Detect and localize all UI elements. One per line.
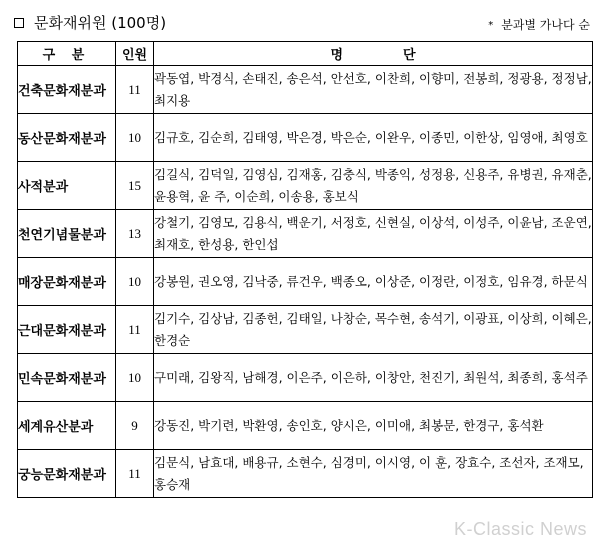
names-cell: 김기수, 김상남, 김종헌, 김태일, 나창순, 목수현, 송석기, 이광표, 이상희, 이혜은, 한경순 (154, 306, 593, 354)
count-cell: 13 (116, 210, 154, 258)
header-category: 구 분 (18, 42, 116, 66)
dept-cell: 사적분과 (18, 162, 116, 210)
table-row (18, 354, 593, 402)
table-row (18, 162, 593, 210)
table-row (18, 114, 593, 162)
names-cell: 구미래, 김왕직, 남해경, 이은주, 이은하, 이창안, 천진기, 최원석, 최종희, 홍석주 (154, 354, 593, 402)
title-wrap (14, 12, 166, 33)
header (14, 12, 594, 36)
count-cell: 11 (116, 306, 154, 354)
count-cell: 9 (116, 402, 154, 450)
count-cell: 11 (116, 450, 154, 498)
dept-cell: 근대문화재분과 (18, 306, 116, 354)
sort-note-text: 분과별 가나다 순 (501, 18, 590, 32)
header-count: 인원 (116, 42, 154, 66)
names-cell: 강철기, 김영모, 김용식, 백운기, 서정호, 신현실, 이상석, 이성주, 이윤남, 조운연, 최재호, 한성용, 한인섭 (154, 210, 593, 258)
dept-cell: 민속문화재분과 (18, 354, 116, 402)
names-cell: 곽동엽, 박경식, 손태진, 송은석, 안선호, 이찬희, 이향미, 전봉희, 정광용, 정정남, 최지용 (154, 66, 593, 114)
committee-table (17, 41, 593, 498)
count-cell: 11 (116, 66, 154, 114)
count-cell: 10 (116, 258, 154, 306)
header-names (154, 42, 593, 66)
table-row (18, 66, 593, 114)
dept-cell: 궁능문화재분과 (18, 450, 116, 498)
sort-note (488, 16, 590, 33)
header-names-right: 단 (403, 48, 416, 63)
header-names-left: 명 (330, 48, 343, 63)
dept-cell: 건축문화재분과 (18, 66, 116, 114)
count-cell: 10 (116, 114, 154, 162)
names-cell: 김길식, 김덕일, 김영심, 김재홍, 김충식, 박종익, 성정용, 신용주, 유병권, 유재춘, 윤용혁, 윤 주, 이순희, 이송용, 홍보식 (154, 162, 593, 210)
table-header-row (18, 42, 593, 66)
dept-cell: 천연기념물분과 (18, 210, 116, 258)
table-row (18, 450, 593, 498)
table-row (18, 210, 593, 258)
table-row (18, 258, 593, 306)
names-cell: 김문식, 남효대, 배용규, 소현수, 심경미, 이시영, 이 훈, 장효수, 조선자, 조재모, 홍승재 (154, 450, 593, 498)
names-cell: 강봉원, 권오영, 김낙중, 류건우, 백종오, 이상준, 이정란, 이정호, 임유경, 하문식 (154, 258, 593, 306)
page-title: 문화재위원 (100명) (34, 14, 167, 32)
checkbox-square-icon (14, 18, 24, 28)
count-cell: 10 (116, 354, 154, 402)
dept-cell: 세계유산분과 (18, 402, 116, 450)
watermark: K-Classic News (453, 519, 587, 539)
dept-cell: 매장문화재분과 (18, 258, 116, 306)
count-cell: 15 (116, 162, 154, 210)
names-cell: 강동진, 박기련, 박환영, 송인호, 양시은, 이미애, 최봉문, 한경구, 홍석환 (154, 402, 593, 450)
table-row (18, 306, 593, 354)
asterisk-icon: * (488, 20, 494, 31)
dept-cell: 동산문화재분과 (18, 114, 116, 162)
names-cell: 김규호, 김순희, 김태영, 박은경, 박은순, 이완우, 이종민, 이한상, 임영애, 최영호 (154, 114, 593, 162)
table-row (18, 402, 593, 450)
